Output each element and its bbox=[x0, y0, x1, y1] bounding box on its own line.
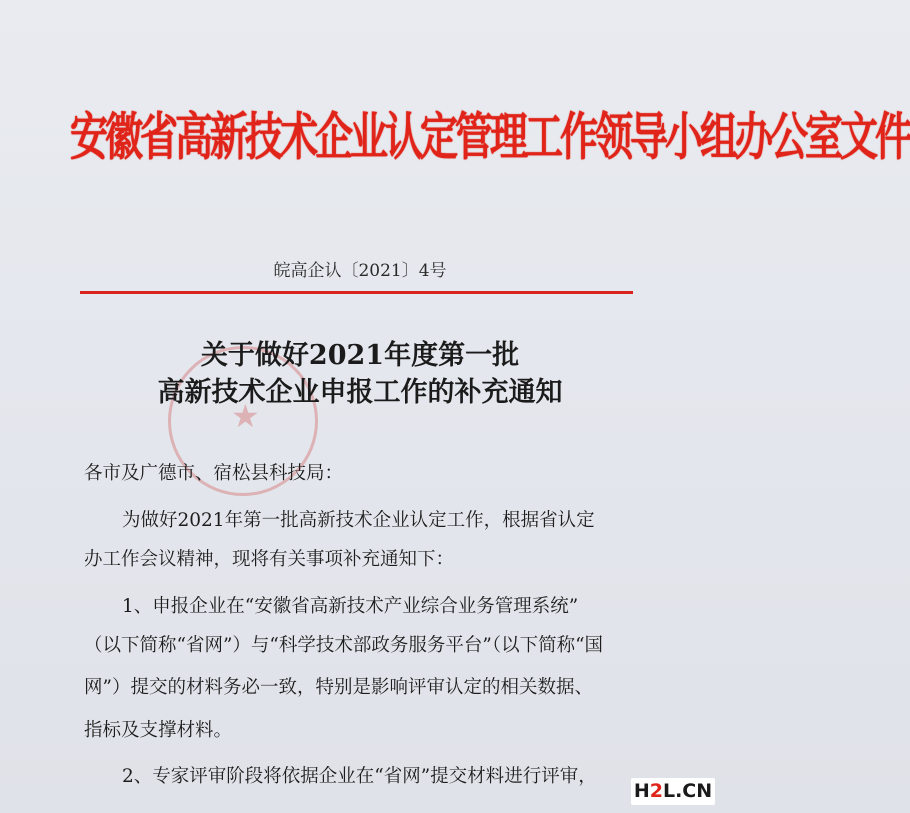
watermark-letter: 2 bbox=[649, 780, 663, 802]
body-paragraph-line: 为做好2021年第一批高新技术企业认定工作，根据省认定 bbox=[122, 510, 595, 531]
body-paragraph-line: 办工作会议精神，现将有关事项补充通知下： bbox=[84, 549, 455, 570]
seal-star-icon: ★ bbox=[231, 397, 260, 435]
notice-title-line-1: 关于做好2021年度第一批 bbox=[200, 340, 520, 371]
addressee-line: 各市及广德市、宿松县科技局： bbox=[84, 463, 344, 484]
body-paragraph-line: 指标及支撑材料。 bbox=[84, 720, 233, 741]
document-header: 安徽省高新技术企业认定管理工作领导小组办公室文件 bbox=[70, 107, 910, 167]
body-paragraph-line: 网”）提交的材料务必一致，特别是影响评审认定的相关数据、 bbox=[84, 677, 593, 698]
watermark-domain: .CN bbox=[675, 780, 713, 802]
watermark-letter: L bbox=[662, 780, 676, 802]
red-divider-line bbox=[80, 291, 633, 294]
notice-title-line-2: 高新技术企业申报工作的补充通知 bbox=[157, 377, 563, 408]
document-number: 皖高企认〔2021〕4号 bbox=[273, 261, 447, 281]
site-watermark-logo bbox=[631, 778, 715, 805]
watermark-letter: H bbox=[633, 780, 650, 802]
body-paragraph-line: 1、申报企业在“安徽省高新技术产业综合业务管理系统” bbox=[122, 596, 579, 617]
body-paragraph-line: （以下简称“省网”）与“科学技术部政务服务平台”（以下简称“国 bbox=[84, 635, 604, 656]
body-paragraph-line: 2、专家评审阶段将依据企业在“省网”提交材料进行评审， bbox=[122, 766, 597, 787]
